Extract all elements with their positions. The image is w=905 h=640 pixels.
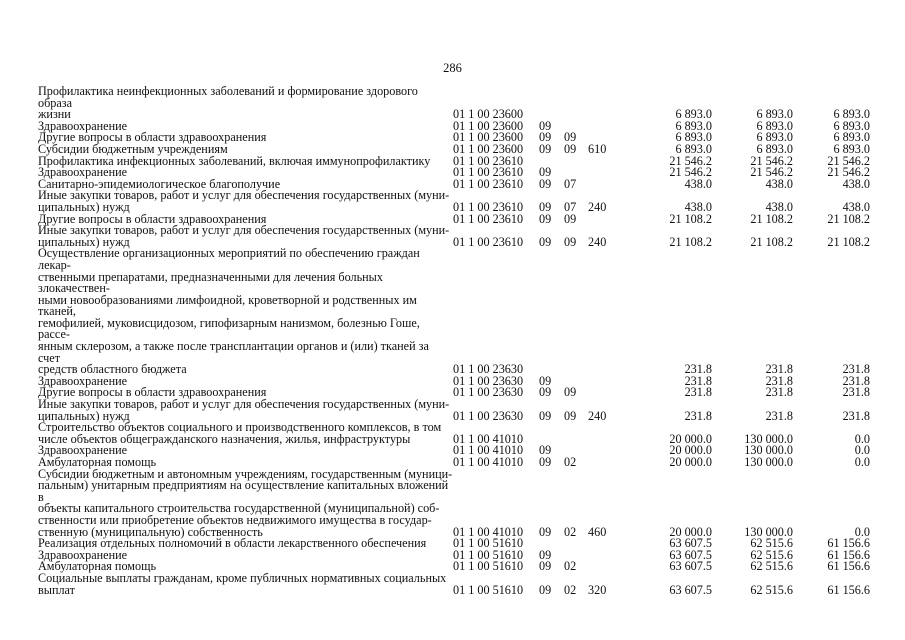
description-line: Социальные выплаты гражданам, кроме публичных нормативных социальных <box>38 570 447 585</box>
amount-year-2: 21 108.2 <box>750 211 793 226</box>
page-number: 286 <box>443 61 462 75</box>
amount-year-1: 21 108.2 <box>669 234 712 249</box>
subsection-code: 02 <box>564 582 577 597</box>
description-line: ными новообразованиями лимфоидной, кроветворной и родственных им тканей, <box>38 292 417 319</box>
target-article-code: 01 1 00 23630 <box>453 362 524 377</box>
table-row <box>0 190 905 213</box>
amount-year-2: 62 515.6 <box>750 547 793 562</box>
target-article-code: 01 1 00 51610 <box>453 547 524 562</box>
amount-year-2: 438.0 <box>765 199 793 214</box>
target-article-code: 01 1 00 23600 <box>453 141 524 156</box>
section-code: 09 <box>539 141 552 156</box>
amount-year-1: 63 607.5 <box>669 536 712 551</box>
amount-year-2: 231.8 <box>765 373 793 388</box>
description-line: Здравоохранение <box>38 443 128 458</box>
amount-year-3: 21 108.2 <box>827 211 870 226</box>
target-article-code: 01 1 00 51610 <box>453 536 524 551</box>
amount-year-3: 0.0 <box>854 431 870 446</box>
row-description <box>0 422 453 445</box>
amount-year-2: 62 515.6 <box>750 582 793 597</box>
description-line: Амбулаторная помощь <box>38 559 157 574</box>
amount-year-1: 20 000.0 <box>669 455 712 469</box>
amount-year-2: 6 893.0 <box>756 118 793 133</box>
amount-year-1: 63 607.5 <box>669 582 712 597</box>
subsection-code: 02 <box>564 455 577 469</box>
amount-year-3: 438.0 <box>842 199 870 214</box>
amount-year-2: 6 893.0 <box>756 130 793 145</box>
description-line: Иные закупки товаров, работ и услуг для обеспечения государственных (муни- <box>38 223 450 238</box>
amount-year-2: 130 000.0 <box>744 431 793 446</box>
description-line: ственности или приобретение объектов недвижимого имущества в государ- <box>38 512 432 527</box>
amount-year-3: 61 156.6 <box>827 582 870 597</box>
description-line: Строительство объектов социального и производственного комплексов, в том <box>38 420 442 435</box>
target-article-code: 01 1 00 23610 <box>453 153 524 168</box>
description-line: Субсидии бюджетным учреждениям <box>38 141 228 156</box>
description-line: ственную (муниципальную) собственность <box>38 524 263 539</box>
amount-year-3: 0.0 <box>854 443 870 458</box>
amount-year-3: 21 546.2 <box>827 153 870 168</box>
section-code: 09 <box>539 199 552 214</box>
description-line: Осуществление организационных мероприятий по обеспечению граждан лекар- <box>38 246 420 272</box>
amount-year-1: 63 607.5 <box>669 559 712 574</box>
amount-year-1: 20 000.0 <box>669 524 712 539</box>
expense-type-code: 240 <box>588 199 607 214</box>
target-article-code: 01 1 00 23610 <box>453 211 524 226</box>
table-row <box>0 570 905 597</box>
subsection-code: 09 <box>564 408 577 423</box>
amount-year-2: 130 000.0 <box>744 443 793 458</box>
amount-year-2: 62 515.6 <box>750 536 793 551</box>
description-line: Реализация отдельных полномочий в области лекарственного обеспечения <box>38 536 427 551</box>
target-article-code: 01 1 00 23630 <box>453 408 524 423</box>
description-line: гемофилией, муковисцидозом, гипофизарным нанизмом, болезнью Гоше, рассе- <box>38 315 420 342</box>
subsection-code: 07 <box>564 199 577 214</box>
amount-year-3: 231.8 <box>842 373 870 388</box>
description-line: Иные закупки товаров, работ и услуг для обеспечения государственных (муни- <box>38 397 450 412</box>
description-line: Санитарно-эпидемиологическое благополучие <box>38 176 281 191</box>
target-article-code: 01 1 00 23630 <box>453 385 524 400</box>
amount-year-2: 62 515.6 <box>750 559 793 574</box>
amount-year-3: 61 156.6 <box>827 536 870 551</box>
amount-year-1: 21 546.2 <box>669 165 712 180</box>
amount-year-3: 61 156.6 <box>827 547 870 562</box>
section-code: 09 <box>539 559 552 574</box>
amount-year-3: 231.8 <box>842 362 870 377</box>
table-row <box>0 225 905 248</box>
section-code: 09 <box>539 234 552 249</box>
table-row <box>0 399 905 422</box>
amount-year-1: 231.8 <box>684 362 712 377</box>
table-row <box>0 466 905 539</box>
amount-year-3: 231.8 <box>842 385 870 400</box>
amount-year-1: 438.0 <box>684 199 712 214</box>
target-article-code: 01 1 00 23600 <box>453 118 524 133</box>
target-article-code: 01 1 00 23600 <box>453 107 524 122</box>
amount-year-3: 6 893.0 <box>833 130 870 145</box>
amount-year-3: 61 156.6 <box>827 559 870 574</box>
table-row <box>0 86 905 121</box>
description-line: объекты капитального строительства государственной (муниципальной) соб- <box>38 501 440 516</box>
description-line: Здравоохранение <box>38 373 128 388</box>
amount-year-1: 438.0 <box>684 176 712 191</box>
amount-year-3: 6 893.0 <box>833 141 870 156</box>
amount-year-2: 231.8 <box>765 385 793 400</box>
section-code: 09 <box>539 455 552 469</box>
target-article-code: 01 1 00 41010 <box>453 524 524 539</box>
amount-year-2: 21 546.2 <box>750 165 793 180</box>
section-code: 09 <box>539 385 552 400</box>
description-line: Другие вопросы в области здравоохранения <box>38 211 267 226</box>
amount-year-2: 231.8 <box>765 408 793 423</box>
section-code: 09 <box>539 211 552 226</box>
row-description <box>0 225 453 248</box>
description-line: Здравоохранение <box>38 547 128 562</box>
amount-year-1: 20 000.0 <box>669 443 712 458</box>
amount-year-1: 6 893.0 <box>675 130 712 145</box>
target-article-code: 01 1 00 41010 <box>453 455 524 469</box>
amount-year-3: 21 546.2 <box>827 165 870 180</box>
amount-year-2: 6 893.0 <box>756 141 793 156</box>
description-line: средств областного бюджета <box>38 362 187 377</box>
section-code: 09 <box>539 524 552 539</box>
section-code: 09 <box>539 373 552 388</box>
description-line: числе объектов общегражданского назначения, жилья, инфраструктуры <box>38 431 411 446</box>
amount-year-2: 6 893.0 <box>756 107 793 122</box>
row-description <box>0 399 453 422</box>
description-line: выплат <box>38 582 75 597</box>
amount-year-3: 6 893.0 <box>833 107 870 122</box>
section-code: 09 <box>539 582 552 597</box>
section-code: 09 <box>539 130 552 145</box>
expense-type-code: 460 <box>588 524 607 539</box>
target-article-code: 01 1 00 51610 <box>453 559 524 574</box>
target-article-code: 01 1 00 51610 <box>453 582 524 597</box>
description-line: ципальных) нужд <box>38 199 130 214</box>
description-line: Другие вопросы в области здравоохранения <box>38 385 267 400</box>
subsection-code: 09 <box>564 385 577 400</box>
section-code: 09 <box>539 176 552 191</box>
amount-year-2: 130 000.0 <box>744 524 793 539</box>
description-line: жизни <box>38 107 71 122</box>
target-article-code: 01 1 00 41010 <box>453 443 524 458</box>
amount-year-3: 231.8 <box>842 408 870 423</box>
subsection-code: 09 <box>564 130 577 145</box>
section-code: 09 <box>539 118 552 133</box>
subsection-code: 09 <box>564 211 577 226</box>
target-article-code: 01 1 00 23630 <box>453 373 524 388</box>
amount-year-3: 21 108.2 <box>827 234 870 249</box>
table-row <box>0 248 905 376</box>
target-article-code: 01 1 00 23600 <box>453 130 524 145</box>
target-article-code: 01 1 00 23610 <box>453 176 524 191</box>
description-line: Другие вопросы в области здравоохранения <box>38 130 267 145</box>
row-description <box>0 466 453 539</box>
subsection-code: 02 <box>564 559 577 574</box>
subsection-code: 09 <box>564 234 577 249</box>
budget-table <box>0 86 905 596</box>
amount-year-1: 6 893.0 <box>675 107 712 122</box>
description-line: Субсидии бюджетным и автономным учреждениям, государственным (муници- <box>38 466 453 481</box>
amount-year-3: 0.0 <box>854 455 870 469</box>
target-article-code: 01 1 00 23610 <box>453 199 524 214</box>
amount-year-1: 63 607.5 <box>669 547 712 562</box>
row-description <box>0 86 453 121</box>
section-code: 09 <box>539 165 552 180</box>
subsection-code: 07 <box>564 176 577 191</box>
amount-year-1: 231.8 <box>684 408 712 423</box>
amount-year-1: 21 108.2 <box>669 211 712 226</box>
amount-year-1: 6 893.0 <box>675 118 712 133</box>
description-line: Здравоохранение <box>38 165 128 180</box>
description-line: ственными препаратами, предназначенными для лечения больных злокачествен- <box>38 269 383 296</box>
description-line: Амбулаторная помощь <box>38 455 157 469</box>
amount-year-1: 6 893.0 <box>675 141 712 156</box>
row-description <box>0 248 453 376</box>
amount-year-2: 231.8 <box>765 362 793 377</box>
description-line: ципальных) нужд <box>38 234 130 249</box>
amount-year-1: 21 546.2 <box>669 153 712 168</box>
amount-year-1: 231.8 <box>684 373 712 388</box>
description-line: ципальных) нужд <box>38 408 130 423</box>
subsection-code: 02 <box>564 524 577 539</box>
expense-type-code: 320 <box>588 582 607 597</box>
subsection-code: 09 <box>564 141 577 156</box>
target-article-code: 01 1 00 23610 <box>453 234 524 249</box>
table-row <box>0 422 905 445</box>
description-line: Профилактика неинфекционных заболеваний и формирование здорового образа <box>38 84 418 110</box>
amount-year-1: 231.8 <box>684 385 712 400</box>
row-description <box>0 190 453 213</box>
expense-type-code: 240 <box>588 408 607 423</box>
amount-year-1: 20 000.0 <box>669 431 712 446</box>
section-code: 09 <box>539 547 552 562</box>
section-code: 09 <box>539 443 552 458</box>
target-article-code: 01 1 00 41010 <box>453 431 524 446</box>
description-line: Иные закупки товаров, работ и услуг для обеспечения государственных (муни- <box>38 188 450 203</box>
expense-type-code: 240 <box>588 234 607 249</box>
amount-year-2: 21 108.2 <box>750 234 793 249</box>
section-code: 09 <box>539 408 552 423</box>
description-line: Здравоохранение <box>38 118 128 133</box>
target-article-code: 01 1 00 23610 <box>453 165 524 180</box>
description-line: Профилактика инфекционных заболеваний, включая иммунопрофилактику <box>38 153 431 168</box>
description-line: янным склерозом, а также после трансплантации органов и (или) тканей за счет <box>38 339 429 365</box>
amount-year-3: 6 893.0 <box>833 118 870 133</box>
amount-year-2: 21 546.2 <box>750 153 793 168</box>
row-description <box>0 570 453 597</box>
amount-year-2: 438.0 <box>765 176 793 191</box>
description-line: пальным) унитарным предприятиям на осуществление капитальных вложений в <box>38 478 449 504</box>
amount-year-3: 438.0 <box>842 176 870 191</box>
expense-type-code: 610 <box>588 141 607 156</box>
amount-year-2: 130 000.0 <box>744 455 793 469</box>
amount-year-3: 0.0 <box>854 524 870 539</box>
